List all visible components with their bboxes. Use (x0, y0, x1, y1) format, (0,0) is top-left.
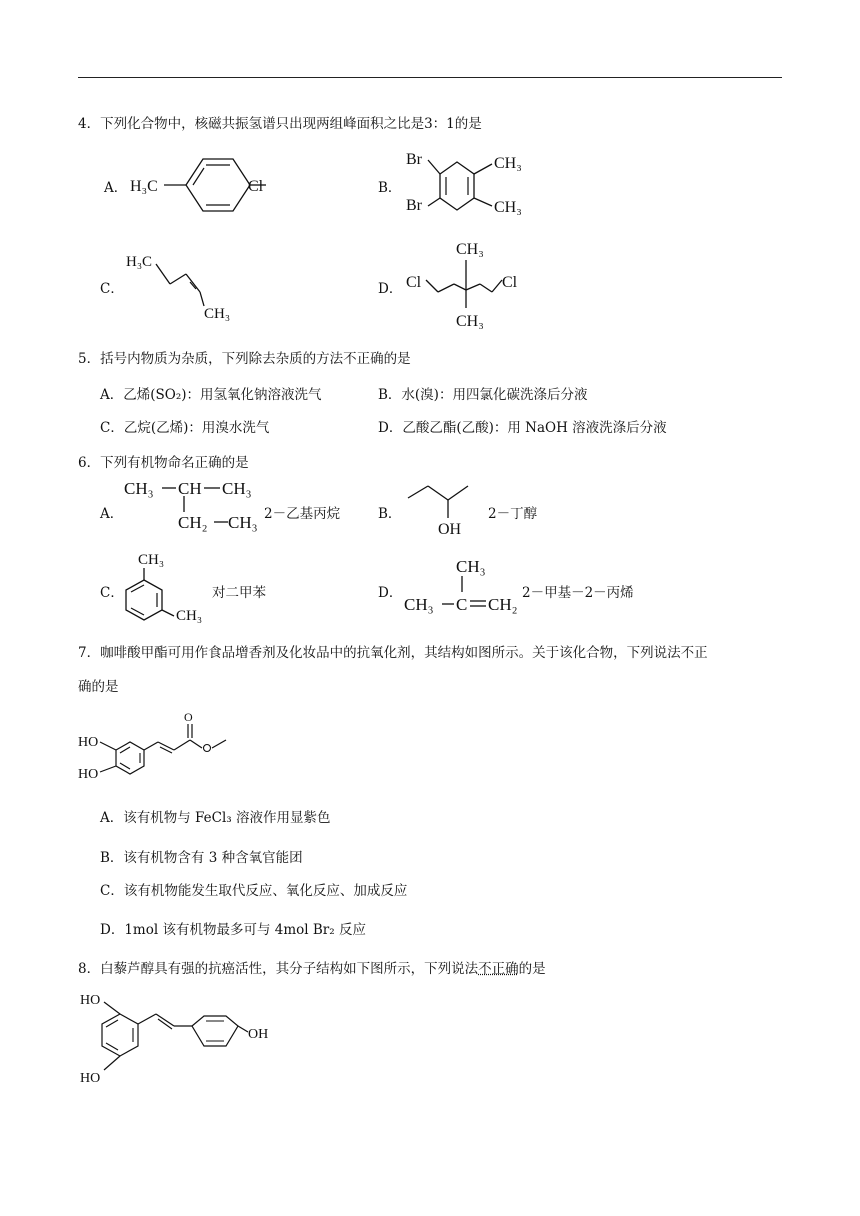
ch3-label: CH₃ (404, 595, 434, 614)
ch3-label: CH₃ (204, 306, 231, 322)
q7-option-d: D．1mol 该有机物最多可与 4mol Br₂ 反应 (100, 922, 366, 938)
q4-option-d-label: D． (378, 281, 403, 297)
ho-label: HO (78, 735, 99, 750)
q6-option-a-name: 2－乙基丙烷 (264, 506, 341, 522)
br-label: Br (406, 151, 422, 168)
ch3-label: CH₃ (222, 479, 252, 498)
cl-label: Cl (248, 178, 264, 195)
ho-label: HO (80, 993, 101, 1008)
ch-label: CH (178, 479, 202, 498)
oh-label: OH (248, 1027, 269, 1042)
ho-label: HO (80, 1071, 101, 1086)
ch3-label: CH₃ (124, 479, 154, 498)
cl-label: Cl (502, 274, 518, 291)
q5-option-a: A．乙烯(SO₂)：用氢氧化钠溶液洗气 (100, 387, 322, 403)
q8-stem-emphasis: 不正确 (478, 961, 519, 977)
o-label: O (184, 710, 193, 724)
q8-stem-pre: 8．白藜芦醇具有强的抗癌活性，其分子结构如下图所示，下列说法 (78, 961, 479, 977)
q7-molecule-structure (76, 706, 246, 788)
ch3-label: CH₃ (228, 513, 258, 532)
q4-option-a-structure (126, 150, 276, 220)
q4-option-a-label: A． (104, 180, 128, 196)
q5-option-d: D．乙酸乙酯(乙酸)：用 NaOH 溶液洗涤后分液 (378, 420, 667, 436)
q4-option-b-structure (402, 146, 542, 221)
ch3-label: CH₃ (456, 241, 484, 258)
q4-option-c-structure (122, 248, 252, 328)
q4-option-c-label: C． (100, 281, 124, 297)
ch2-label: CH₂ (488, 595, 518, 614)
ch3-label: CH₃ (138, 552, 165, 568)
q4-option-b-label: B． (378, 180, 402, 196)
q7-option-c: C．该有机物能发生取代反应、氧化反应、加成反应 (100, 883, 408, 899)
q6-option-b-structure (404, 476, 484, 538)
q6-option-d-name: 2－甲基－2－丙烯 (522, 585, 634, 601)
ch3-label: CH₃ (456, 313, 484, 330)
ch3-label: CH₃ (494, 199, 522, 216)
q6-option-a-label: A． (100, 506, 124, 522)
q4-option-d-structure (404, 236, 534, 334)
q6-option-c-name: 对二甲苯 (212, 585, 266, 601)
h3c-label: H₃C (130, 178, 158, 195)
q5-stem: 5．括号内物质为杂质，下列除去杂质的方法不正确的是 (78, 351, 411, 367)
q5-option-c: C．乙烷(乙烯)：用溴水洗气 (100, 420, 270, 436)
q6-option-c-label: C． (100, 585, 124, 601)
q6-option-d-label: D． (378, 585, 403, 601)
ch2-label: CH₂ (178, 513, 208, 532)
q6-option-b-label: B． (378, 506, 402, 522)
q8-stem (78, 957, 546, 977)
q7-stem-line1: 7．咖啡酸甲酯可用作食品增香剂及化妆品中的抗氧化剂，其结构如图所示。关于该化合物，下列说法不正 (78, 645, 708, 661)
ch3-label: CH₃ (494, 155, 522, 172)
h3c-label: H₃C (126, 254, 153, 270)
ch3-label: CH₃ (456, 557, 486, 576)
q6-option-a-structure (122, 472, 272, 542)
q7-option-b: B．该有机物含有 3 种含氧官能团 (100, 850, 303, 866)
ho-label: HO (78, 767, 99, 782)
q7-option-a: A．该有机物与 FeCl₃ 溶液作用显紫色 (100, 810, 331, 826)
q8-stem-post: 的是 (518, 961, 546, 977)
ch3-label: CH₃ (176, 608, 203, 624)
q6-option-b-name: 2－丁醇 (488, 506, 538, 522)
q7-stem-line2: 确的是 (78, 679, 119, 695)
q5-option-b: B．水(溴)：用四氯化碳洗涤后分液 (378, 387, 588, 403)
q6-option-d-structure (402, 552, 532, 622)
oh-label: OH (438, 521, 462, 538)
br-label: Br (406, 197, 422, 214)
q6-option-c-structure (118, 546, 218, 628)
q6-stem: 6．下列有机物命名正确的是 (78, 455, 249, 471)
header-rule (78, 77, 782, 78)
q8-molecule-structure (76, 988, 286, 1088)
cl-label: Cl (406, 274, 422, 291)
c-label: C (456, 595, 468, 614)
q4-stem: 4．下列化合物中，核磁共振氢谱只出现两组峰面积之比是3：1的是 (78, 116, 482, 132)
